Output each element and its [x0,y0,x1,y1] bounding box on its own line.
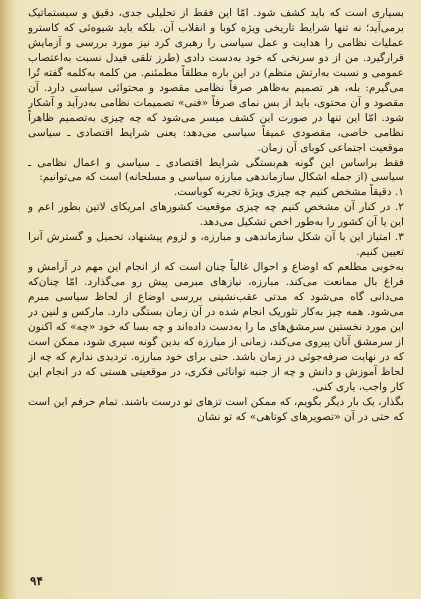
paragraph-4: بگذار، یک بار دیگر بگویم، که ممکن است تزهای تو درست باشند. تمام حرفم این است که حتی در آن «تصویرهای کوتاهی» که تو نشان [28,395,404,423]
paragraph-2: فقط براساس این گونه هم‌بستگی شرایط اقتصادی ـ سیاسی و اعمال نظامی ـ سیاسی (از جمله اشکال سازماندهی مبارزه سیاسی و مسلحانه) است که می‌توانیم: [28,156,404,184]
list-item-2: ۲. در کنار آن مشخص کنیم چه چیزی موقعیت کشورهای امریکای لاتین بطور اعم و این یا آن کشور را به‌طور اخص تشکیل می‌دهد. [28,201,404,229]
paragraph-1: بسیاری است که باید کشف شود. امّا این فقط از تحلیلی جدی، دقیق و سیستماتیک برمی‌آید؛ نه تنها شرایط تاریخی ویژه کوبا و انقلاب آن. بلکه باید شیوه‌ئی که کاسترو عملیات نظامی را هدایت و عمل سیاسی را رهبری کرد نیز مورد بررسی و آزمایش قرارگیرد. من از دو سرنخی که خود به‌دست دادی (طرز تلقی فیدل نسبت به‌اعتصاب عمومی و نسبت به‌ارتش منظم) در این باره مطلقاً مطمئنم. من کلمه به‌کلمه گفته تُرا می‌گیرم: بله، هر تصمیم به‌ظاهر صرفاً نظامی مقصود و محتوائی سیاسی دارد. آن مقصود و آن محتوی، باید از بس نمای صرفاً «فنی» تصمیمات نظامی به‌درآید و آشکار شود. امّا این تنها در صورت این کشف میسر می‌شود که چه چیزی به‌تصمیم ظاهراً نظامی خاصی، مقصودی عمیقاً سیاسی می‌دهد: یعنی شرایط اقتصادی ـ سیاسی موقعیت اجتماعی کوبای آن زمان. [28,7,404,154]
list-item-1: ۱. دقیقاً مشخص کنیم چه چیزی ویژهٔ تجربه کوباست. [173,186,404,199]
list-item-3: ۳. امتیاز این یا آن شکل سازماندهی و مبارزه، و لزوم پیشنهاد، تحمیل و گسترش آنرا تعیین کنیم. [28,231,404,259]
page-number: ۹۴ [30,574,43,588]
page-binding-edge [0,0,10,599]
body-text [28,6,404,586]
paragraph-3: به‌خوبی مطلعم که اوضاع و احوال غالباً چنان است که از انجام این مهم در آرامش و فراغ بال ممانعت می‌کند. مبارزه، نیازهای مبرمی پیش رو می‌گذارد. امّا چنان‌که می‌دانی گاه می‌شود که مدتی عقب‌نشینی بررسی اوضاع از لحاظ سیاسی مبرم می‌شود. همه چیز به‌کار تئوریک انجام شده در آن زمان بستگی دارد. مارکس و لنین در این مورد نخستین سرمشق‌های ما را به‌دست داده‌اند و چه بسا که خود «چه» که اکنون از سرمشق آنان پیروی می‌کند، زمانی از مبارزه که بدین گونه سپری شود، ممکن است که در نهایت صرفه‌جوئی در زمان باشد. حتی برای خود مبارزه. تردیدی ندارم که چه از لحاظ آموزش و دانش و چه از جنبه توانائی فکری، در موقعیتی هستی که در انجام این کار واجب، یاری کنی. [28,261,404,393]
